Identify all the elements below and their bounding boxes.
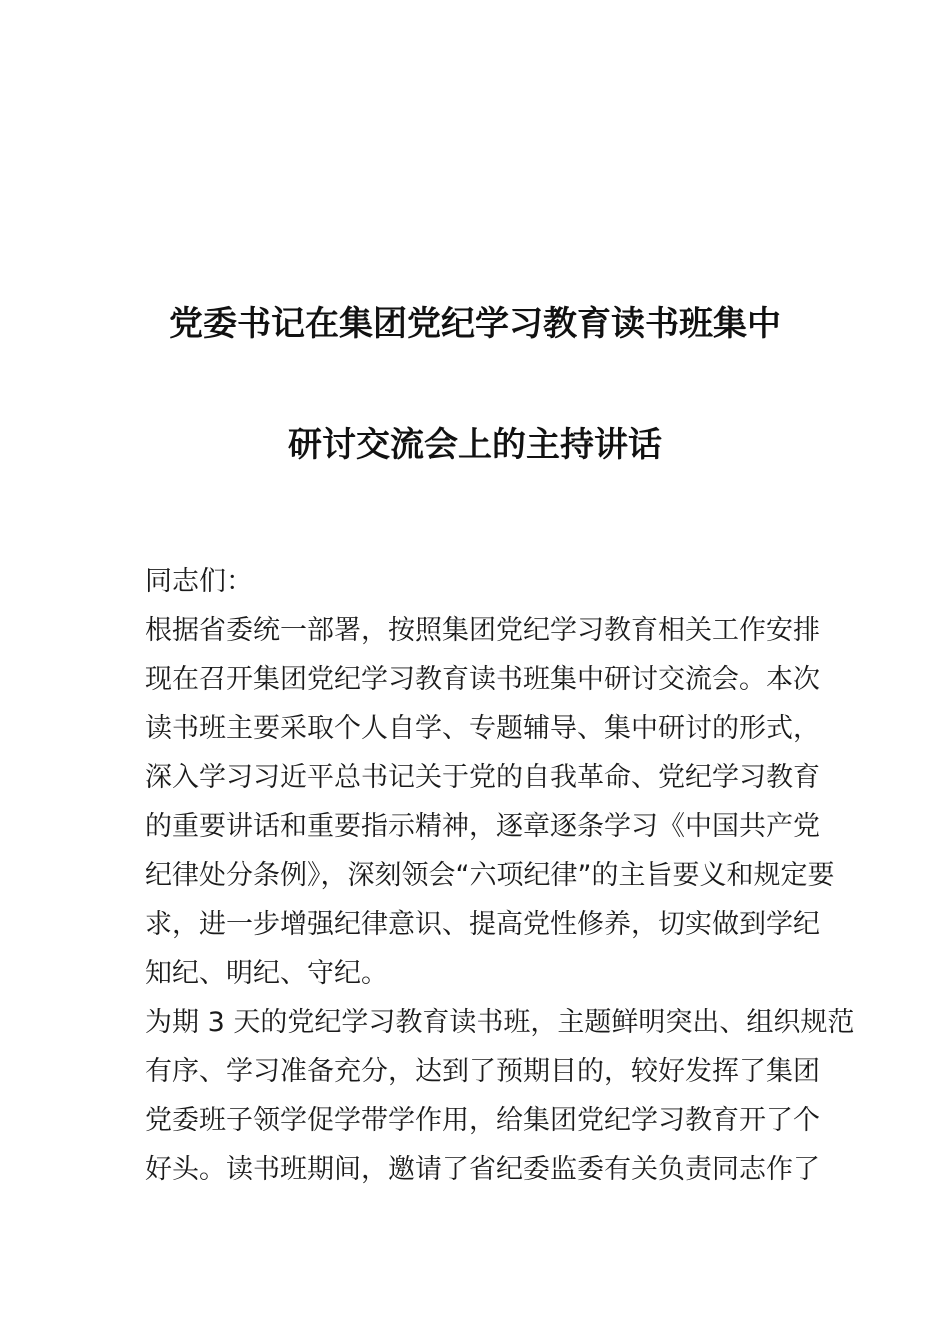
body-line: 根据省委统一部署，按照集团党纪学习教育相关工作安排 [145, 615, 820, 646]
body-line: 的重要讲话和重要指示精神，逐章逐条学习《中国共产党 [145, 811, 820, 842]
body-line: 读书班主要采取个人自学、专题辅导、集中研讨的形式， [145, 713, 820, 744]
body-line: 深入学习习近平总书记关于党的自我革命、党纪学习教育 [145, 762, 820, 793]
body-line: 纪律处分条例》，深刻领会“六项纪律”的主旨要义和规定要 [145, 860, 835, 891]
body-line: 党委班子领学促学带学作用，给集团党纪学习教育开了个 [145, 1105, 820, 1136]
body-line: 知纪、明纪、守纪。 [145, 958, 388, 989]
body-line: 好头。读书班期间，邀请了省纪委监委有关负责同志作了 [145, 1154, 820, 1185]
document-title-line-2: 研讨交流会上的主持讲话 [288, 425, 662, 465]
body-line: 为期 3 天的党纪学习教育读书班，主题鲜明突出、组织规范 [145, 1007, 855, 1038]
body-line: 求，进一步增强纪律意识、提高党性修养，切实做到学纪 [145, 909, 820, 940]
body-line: 现在召开集团党纪学习教育读书班集中研讨交流会。本次 [145, 664, 820, 695]
document-body [145, 557, 855, 1194]
body-line: 有序、学习准备充分，达到了预期目的，较好发挥了集团 [145, 1056, 820, 1087]
document-title-line-1: 党委书记在集团党纪学习教育读书班集中 [169, 304, 781, 344]
salutation: 同志们： [145, 566, 253, 597]
